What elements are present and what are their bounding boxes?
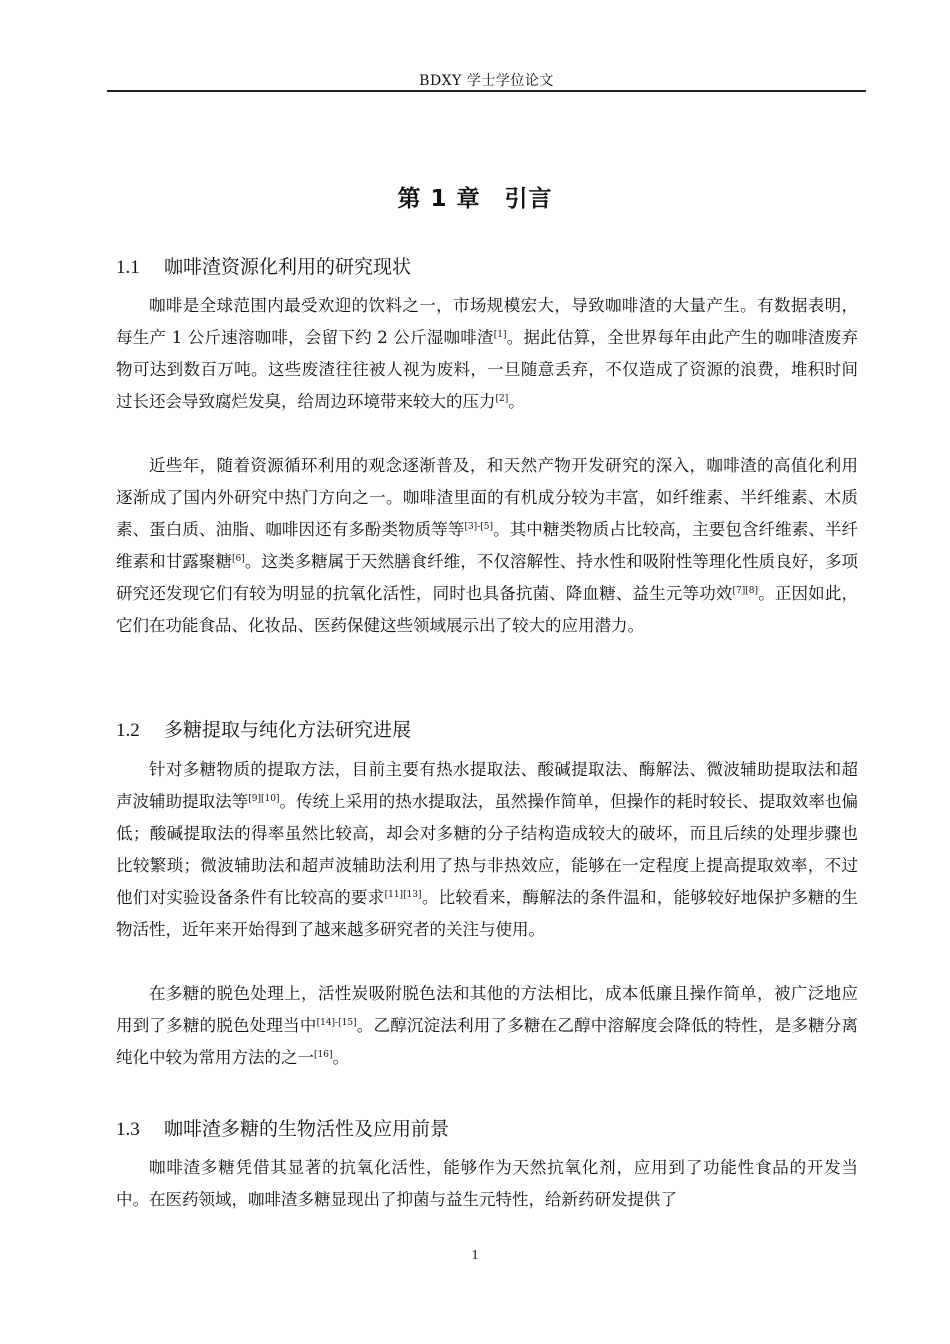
citation-ref: [7][8] [732, 586, 759, 596]
paragraph-text: 。乙醇沉淀法利用了多糖在乙醇中溶解度会降低的特性，是多糖分离纯化中较为常用方法的之一 [116, 1016, 859, 1067]
paragraph-text: 。这类多糖属于天然膳食纤维，不仅溶解性、持水性和吸附性等理化性质良好，多项研究还发现它们有较为明显的抗氧化活性，同时也具备抗菌、降血糖、益生元等功效 [116, 552, 859, 603]
section-title: 咖啡渣资源化利用的研究现状 [164, 256, 412, 278]
paragraph-text: 。据此估算，全世界每年由此产生的咖啡渣废弃物可达到数百万吨。这些废渣往往被人视为废料，一旦随意丢弃，不仅造成了资源的浪费，堆积时间过长还会导致腐烂发臭，给周边环境带来较大的压力 [116, 328, 858, 411]
header-title: BDXY 学士学位论文 [419, 73, 554, 89]
citation-ref: [2] [495, 394, 509, 404]
section-number: 1.3 [116, 1119, 140, 1140]
citation-ref: [3]-[5] [464, 522, 493, 532]
citation-ref: [9][10] [248, 794, 280, 804]
paragraph-text: 。传统上采用的热水提取法，虽然操作简单，但操作的耗时较长、提取效率也偏低；酸碱提取法的得率虽然比较高，却会对多糖的分子结构造成较大的破坏，而且后续的处理步骤也比较繁琐；微波辅助法和超声波辅助法利用了热与非热效应，能够在一定程度上提高提取效率，不过他们对实验设备条件有比较高的要求 [116, 792, 859, 907]
paragraph-text: 咖啡渣多糖凭借其显著的抗氧化活性，能够作为天然抗氧化剂，应用到了功能性食品的开发当中。在医药领域，咖啡渣多糖显现出了抑菌与益生元特性，给新药研发提供了 [116, 1158, 858, 1209]
chapter-title: 第 1 章 引言 [397, 186, 553, 212]
paragraph-text: 。 [508, 392, 525, 411]
citation-ref: [1] [493, 330, 507, 340]
citation-ref: [11][13] [384, 890, 422, 900]
paragraph-text: 针对多糖物质的提取方法，目前主要有热水提取法、酸碱提取法、酶解法、微波辅助提取法和超声波辅助提取法等 [116, 760, 858, 811]
section-heading-1-1 [116, 252, 411, 279]
section-number: 1.1 [116, 257, 140, 278]
page-header [107, 64, 866, 92]
citation-ref: [16] [314, 1050, 333, 1060]
paragraph [116, 290, 858, 418]
page-number: 1 [471, 1248, 479, 1263]
citation-ref: [14]-[15] [316, 1018, 357, 1028]
section-heading-1-2 [116, 715, 411, 742]
paragraph [116, 450, 858, 642]
section-title: 咖啡渣多糖的生物活性及应用前景 [164, 1118, 450, 1140]
paragraph-text: 。正因如此，它们在功能食品、化妆品、医药保健这些领域展示出了较大的应用潜力。 [116, 584, 859, 635]
paragraph [116, 978, 858, 1074]
paragraph-text: 咖啡是全球范围内最受欢迎的饮料之一，市场规模宏大，导致咖啡渣的大量产生。有数据表明，每生产 1 公斤速溶咖啡，会留下约 2 公斤湿咖啡渣 [116, 296, 858, 347]
section-heading-1-3 [116, 1114, 449, 1141]
paragraph-text: 。其中糖类物质占比较高，主要包含纤维素、半纤维素和甘露聚糖 [116, 520, 859, 571]
paragraph-text: 近些年，随着资源循环利用的观念逐渐普及，和天然产物开发研究的深入，咖啡渣的高值化利用逐渐成了国内外研究中热门方向之一。咖啡渣里面的有机成分较为丰富，如纤维素、半纤维素、木质素、蛋白质、油脂、咖啡因还有多酚类物质等等 [116, 456, 858, 539]
section-number: 1.2 [116, 720, 140, 741]
paragraph [116, 1152, 858, 1216]
paragraph-text: 。 [332, 1048, 349, 1067]
paragraph-text: 。比较看来，酶解法的条件温和，能够较好地保护多糖的生物活性，近年来开始得到了越来越多研究者的关注与使用。 [116, 888, 859, 939]
section-title: 多糖提取与纯化方法研究进展 [164, 719, 412, 741]
paragraph-text: 在多糖的脱色处理上，活性炭吸附脱色法和其他的方法相比，成本低廉且操作简单，被广泛地应用到了多糖的脱色处理当中 [116, 984, 858, 1035]
paragraph [116, 754, 858, 946]
citation-ref: [6] [232, 554, 245, 564]
